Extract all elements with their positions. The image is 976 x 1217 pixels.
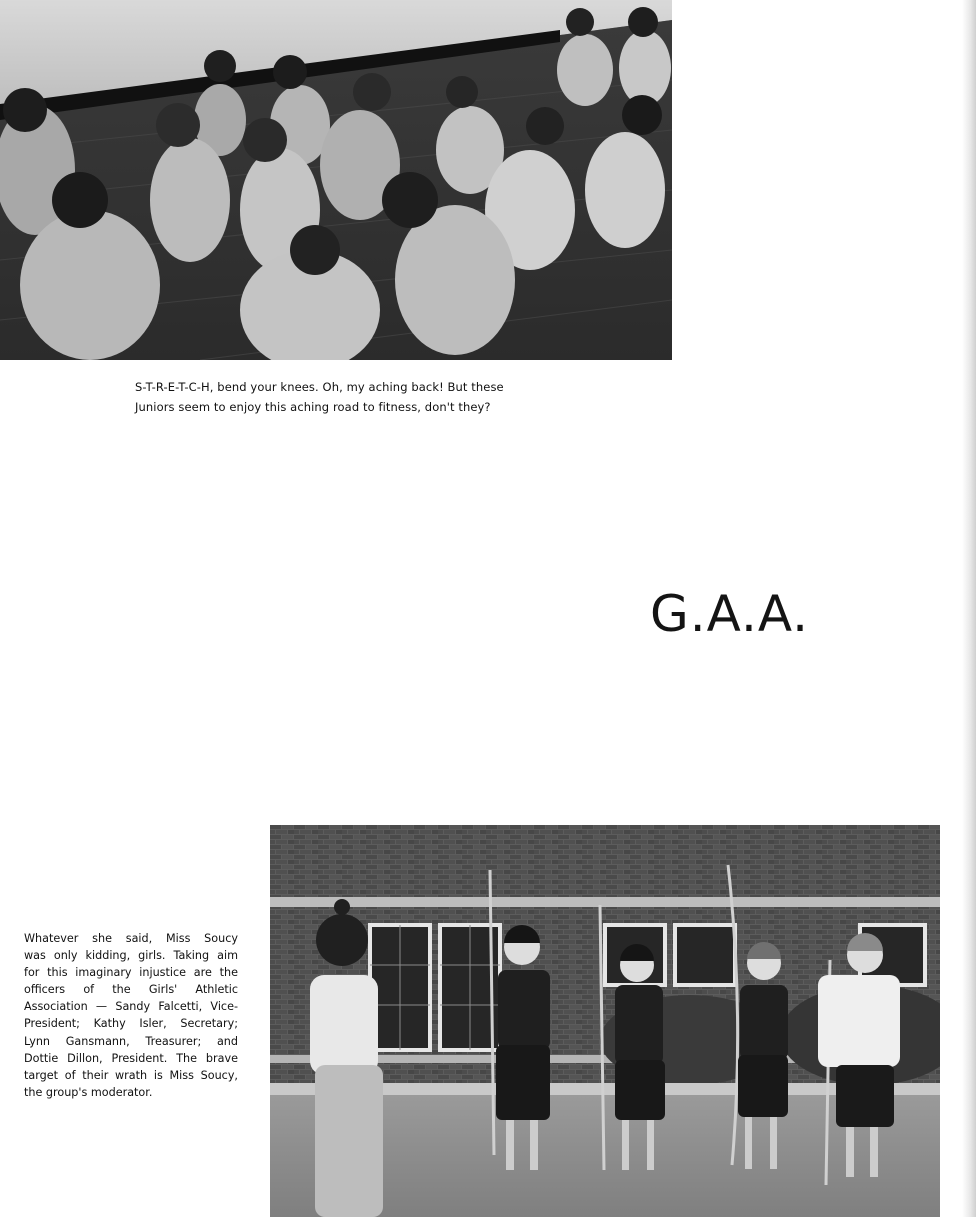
stretching-caption [135,377,555,417]
stretching-caption-line-1: S-T-R-E-T-C-H, bend your knees. Oh, my aching back! But these [135,380,504,394]
officers-caption-line-1: Whatever she said, Miss Soucy [24,932,238,945]
page-edge-shadow [962,0,976,1217]
officers-caption-line-3: for this imaginary injustice are the [24,966,238,980]
officers-caption-line-10: the group's moderator. [24,1085,153,1099]
gym-stretching-photo [0,0,672,360]
officers-caption-line-5: Association — Sandy Falcetti, Vice- [24,1000,238,1014]
archery-photo-illustration [270,825,940,1217]
officers-caption-line-7: Lynn Gansmann, Treasurer; and [24,1034,238,1048]
officers-caption-line-4: officers of the Girls' Athletic [24,983,238,997]
officers-caption-line-6: President; Kathy Isler, Secretary; [24,1017,238,1031]
officers-caption-line-2: was only kidding, girls. Taking aim [24,949,238,963]
gym-photo-illustration [0,0,672,360]
section-heading-gaa: G.A.A. [650,585,810,643]
archery-officers-photo [270,825,940,1217]
officers-caption-line-8: Dottie Dillon, President. The brave [24,1051,238,1065]
officers-caption [24,930,238,1101]
officers-caption-line-9: target of their wrath is Miss Soucy, [24,1068,238,1082]
stretching-caption-line-2: Juniors seem to enjoy this aching road to fitness, don't they? [135,400,491,414]
